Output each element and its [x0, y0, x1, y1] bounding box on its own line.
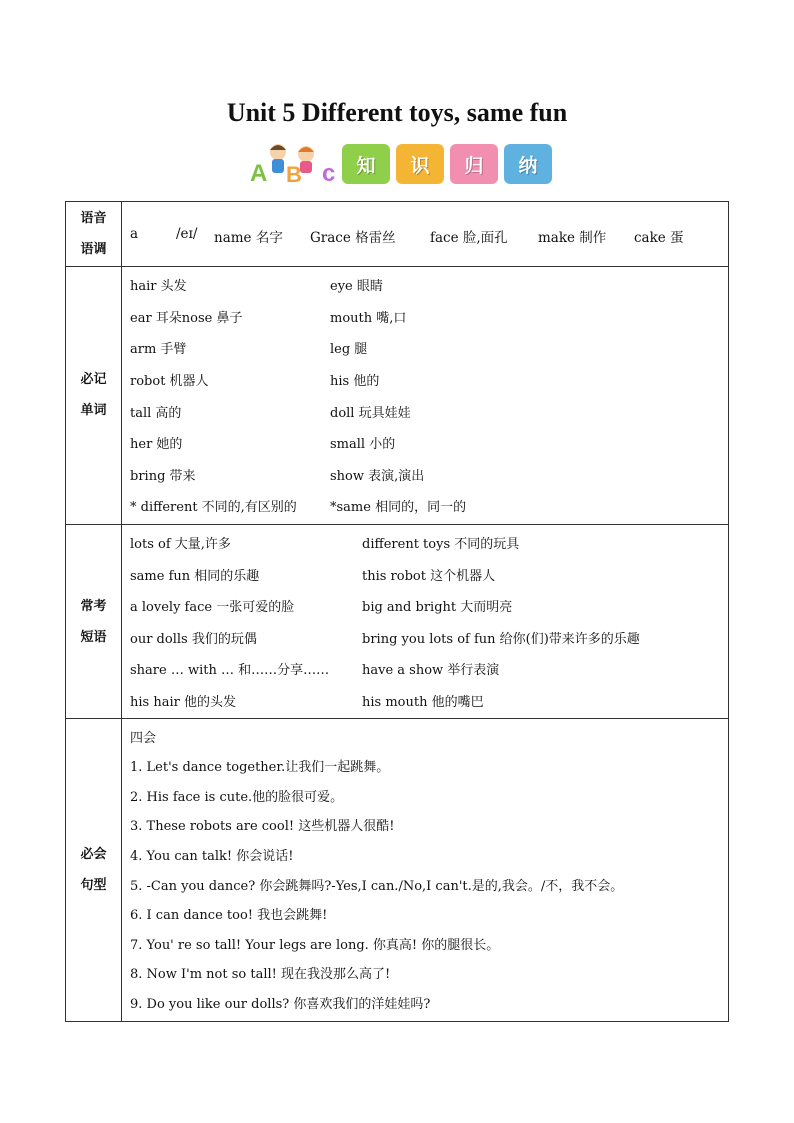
list-item: ear 耳朵nose 鼻子 mouth 嘴,口 [130, 310, 407, 326]
phonics-letter: a [130, 226, 139, 242]
sentence-item: 7. You' re so tall! Your legs are long. 你真高! 你的腿很长。 [130, 937, 500, 953]
phonics-word: cake 蛋 [634, 230, 684, 246]
sentence-item: 6. I can dance too! 我也会跳舞! [130, 908, 328, 924]
phonics-sound: /eɪ/ [176, 226, 198, 242]
words-row [66, 267, 729, 525]
list-item: her 她的 small 小的 [130, 437, 396, 453]
phrases-row [66, 524, 729, 719]
abc-kids-illustration [248, 140, 340, 186]
sentence-item: 9. Do you like our dolls? 你喜欢我们的洋娃娃吗? [130, 996, 431, 1012]
sentence-item: 1. Let's dance together.让我们一起跳舞。 [130, 760, 390, 776]
sentence-item: 3. These robots are cool! 这些机器人很酷! [130, 819, 395, 835]
list-item: bring 带来 show 表演,演出 [130, 468, 425, 484]
banner-tile-gui: 归 [450, 144, 498, 184]
pronunciation-content [122, 202, 729, 267]
list-item: robot 机器人 his 他的 [130, 374, 380, 390]
list-item: lots of 大量,许多 different toys 不同的玩具 [130, 537, 520, 553]
list-item: hair 头发 eye 眼睛 [130, 279, 383, 295]
phonics-word: face 脸,面孔 [430, 230, 508, 246]
sentence-item: 5. -Can you dance? 你会跳舞吗?-Yes,I can./No,I can't.是的,我会。/不，我不会。 [130, 878, 624, 894]
phonics-word: name 名字 [214, 230, 283, 246]
sentences-content [122, 719, 729, 1022]
list-item: arm 手臂 leg 腿 [130, 342, 368, 358]
pronunciation-label: 语音 语调 [66, 202, 122, 267]
banner-tile-shi: 识 [396, 144, 444, 184]
phrases-content [122, 524, 729, 719]
list-item: * different 不同的,有区别的 *same 相同的，同一的 [130, 500, 467, 516]
words-label: 必记 单词 [66, 267, 122, 525]
banner-letter-b: B [286, 162, 302, 187]
list-item: our dolls 我们的玩偶 bring you lots of fun 给你(们)带来许多的乐趣 [130, 631, 640, 647]
list-item: tall 高的 doll 玩具娃娃 [130, 405, 411, 421]
list-item: same fun 相同的乐趣 this robot 这个机器人 [130, 568, 496, 584]
sentence-item: 8. Now I'm not so tall! 现在我没那么高了! [130, 967, 391, 983]
list-item: share … with … 和……分享…… have a show 举行表演 [130, 663, 500, 679]
pronunciation-row [66, 202, 729, 267]
banner-letter-c: c [322, 160, 336, 187]
phonics-word: Grace 格雷丝 [310, 230, 396, 246]
list-item: a lovely face 一张可爱的脸 big and bright 大而明亮 [130, 600, 513, 616]
knowledge-table [65, 201, 729, 1022]
list-item: his hair 他的头发 his mouth 他的嘴巴 [130, 695, 484, 711]
sentences-heading: 四会 [130, 730, 157, 746]
sentences-label: 必会 句型 [66, 719, 122, 1022]
banner-letter-a: A [250, 160, 268, 187]
sentences-row [66, 719, 729, 1022]
phonics-word: make 制作 [538, 230, 607, 246]
page-title: Unit 5 Different toys, same fun [226, 98, 568, 127]
sentence-item: 4. You can talk! 你会说话! [130, 848, 294, 864]
phrases-label: 常考 短语 [66, 524, 122, 719]
sentence-item: 2. His face is cute.他的脸很可爱。 [130, 789, 344, 805]
banner-tile-zhi: 知 [342, 144, 390, 184]
words-content [122, 267, 729, 525]
banner-tile-na: 纳 [504, 144, 552, 184]
